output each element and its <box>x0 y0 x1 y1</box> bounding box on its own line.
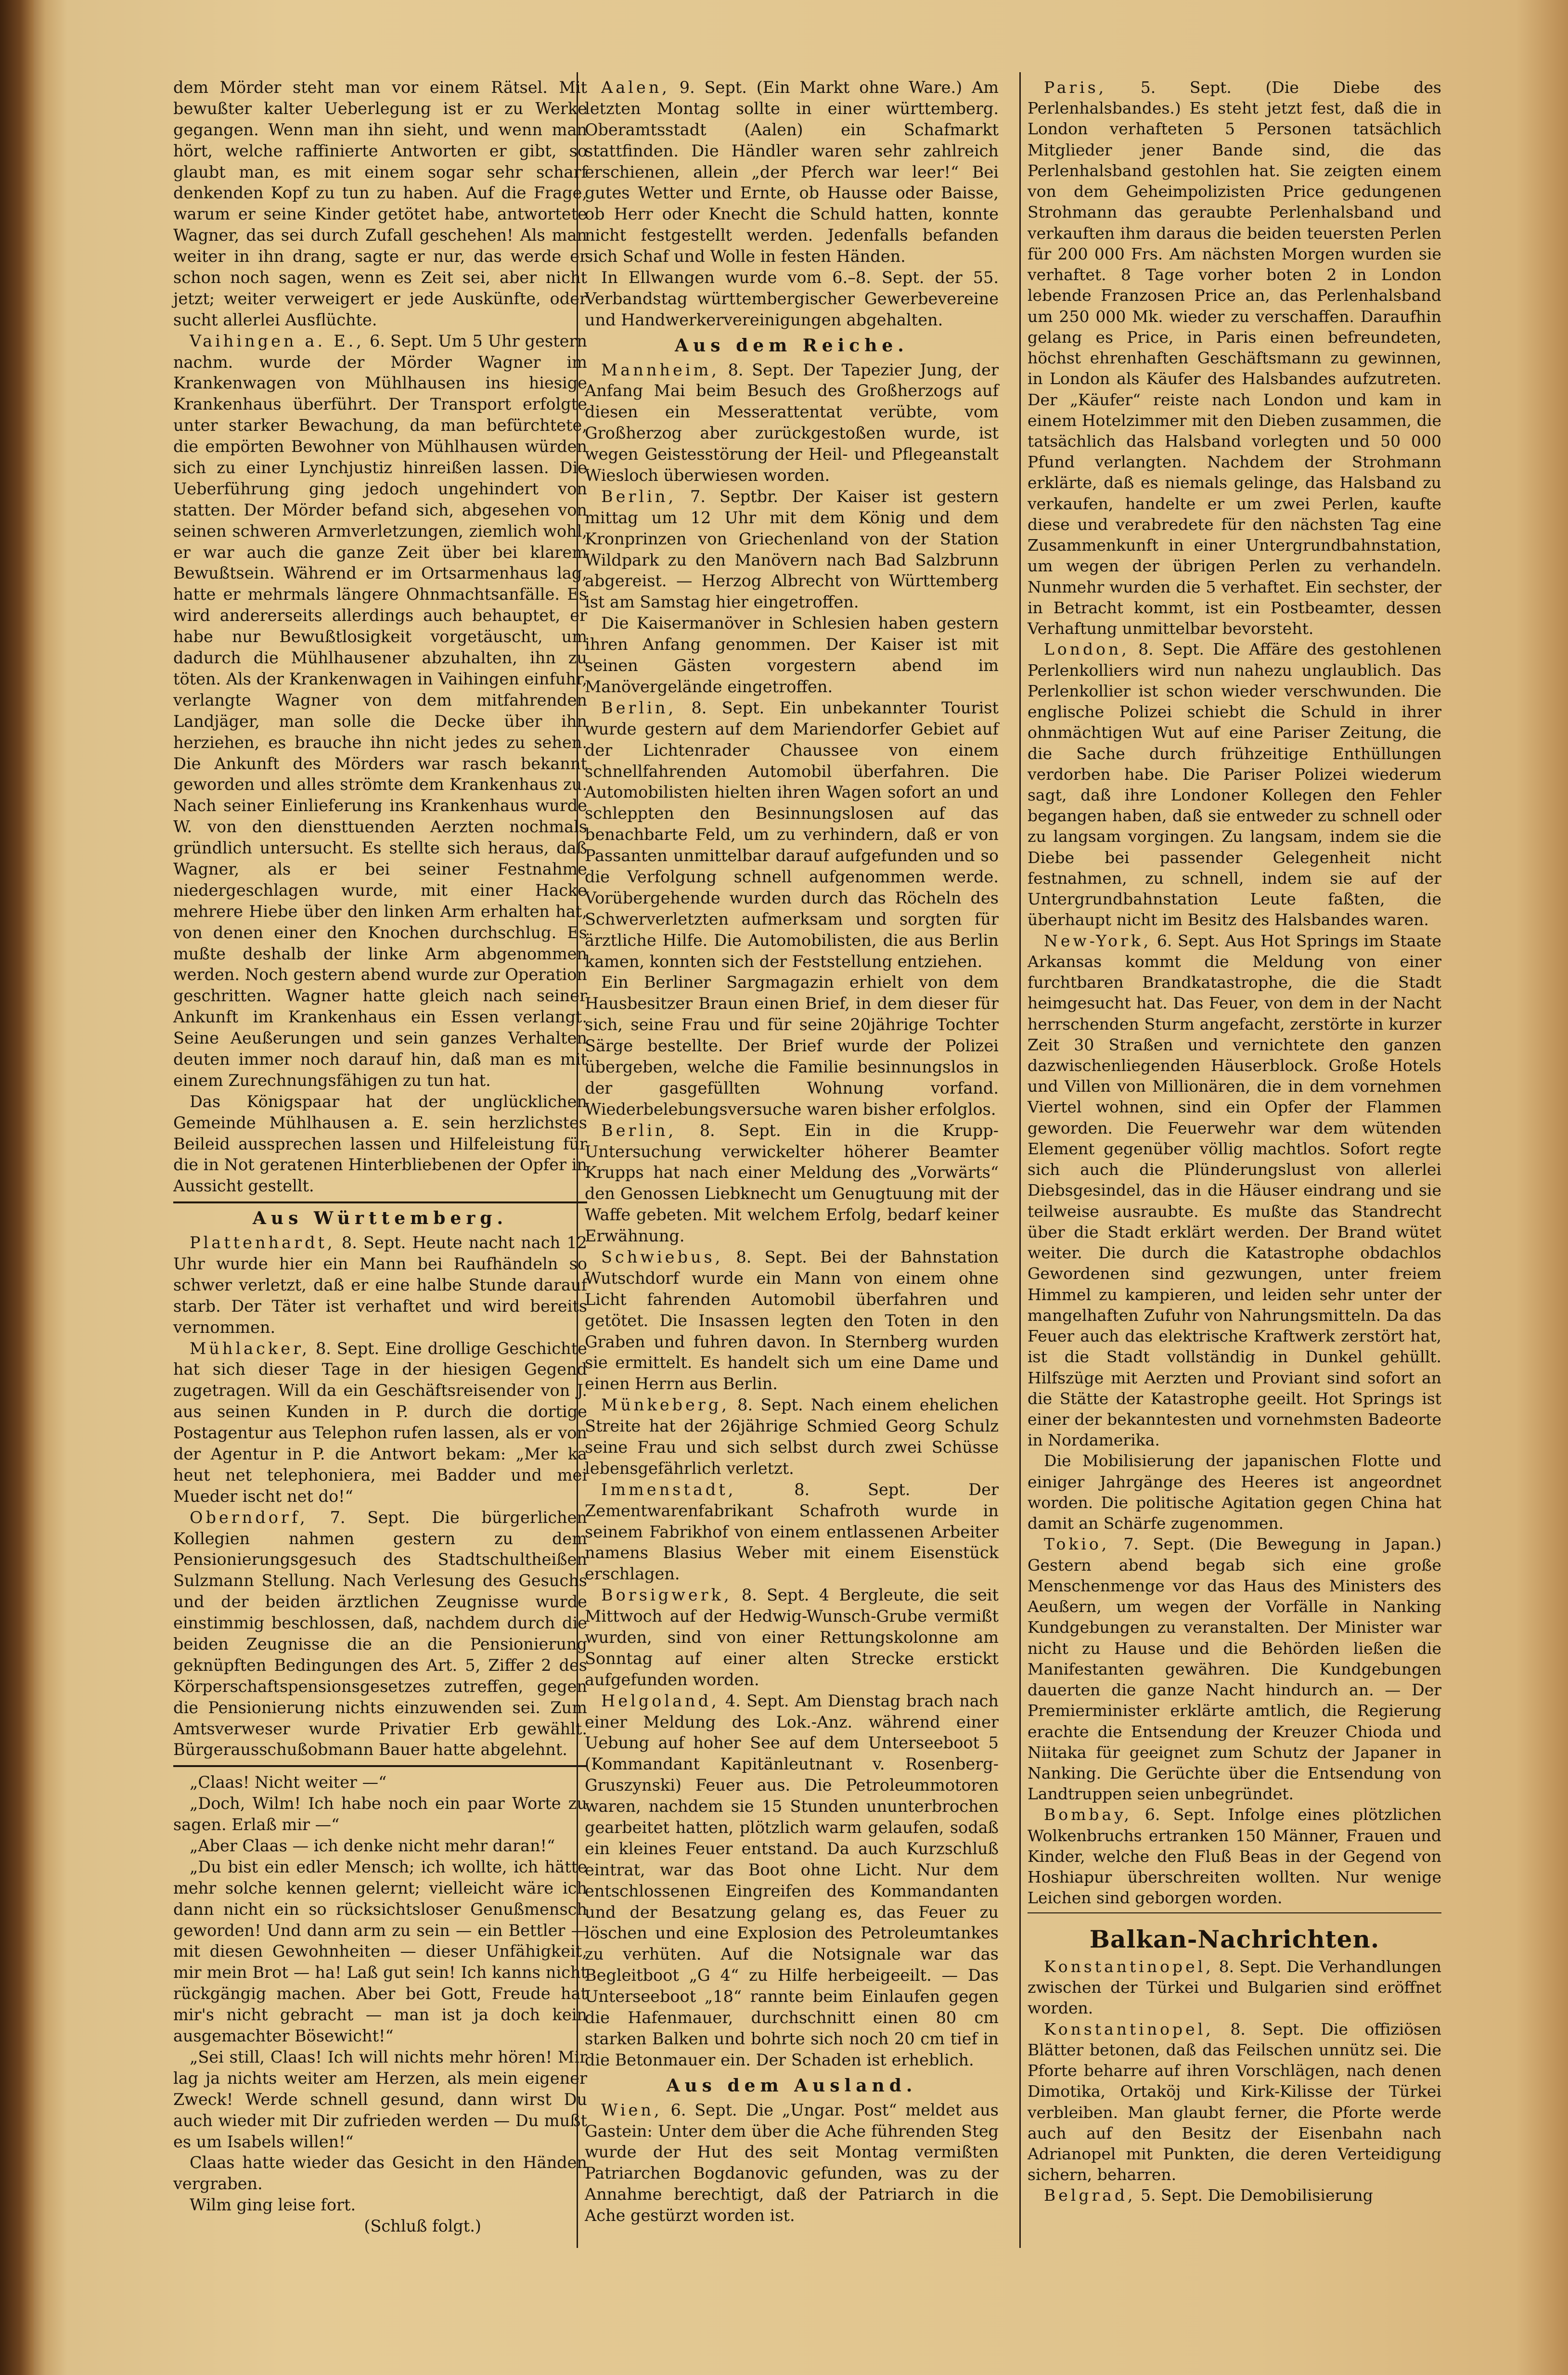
news-item <box>173 1338 587 1507</box>
place-name: Helgoland, <box>601 1691 720 1710</box>
place-name: Plattenhardt, <box>190 1233 335 1252</box>
news-item <box>1028 1534 1441 1804</box>
place-name: New-York, <box>1044 931 1152 950</box>
news-text: 5. Sept. Die Demobilisierung <box>1135 2186 1373 2205</box>
article-text: Das Königspaar hat der unglücklichen Gemeinde Mühlhausen a. E. sein herzlichstes Beileid aussprechen lassen und Hilfeleistung für die in Not geratenen Hinterbliebenen der Opfer in Aussicht gestellt. <box>173 1092 587 1196</box>
place-name: Borsigwerk, <box>601 1586 732 1605</box>
news-text: 6. Sept. Um 5 Uhr gestern nachm. wurde der Mörder Wagner im Krankenwagen von Mühlhausen ins hiesige Krankenhaus überführt. Der Transport erfolgte unter starker Bewachung, da man befürchtete, die empörten Bewohner von Mühlhausen würden sich zu einer Lynchjustiz hinreißen lassen. Die Ueberführung ging jedoch ungehindert von statten. Der Mörder befand sich, abgesehen von seinen schweren Armverletzungen, ziemlich wohl, er war auch die ganze Zeit über bei klarem Bewußtsein. Während er im Ortsarmenhaus lag, hatte er mehrmals längere Ohnmachtsanfälle. Es wird andererseits allerdings auch behauptet, er habe nur Bewußtlosigkeit vorgetäuscht, um dadurch die Mühlhausener abzuhalten, ihn zu töten. Als der Krankenwagen in Vaihingen einfuhr, verlangte Wagner von dem mitfahrenden Landjäger, man solle die Decke über ihn herziehen, es brauche ihn nicht jedes zu sehen. Die Ankunft des Mörders war rasch bekannt geworden und alles strömte dem Krankenhaus zu. Nach seiner Einlieferung ins Krankenhaus wurde W. von den diensttuenden Aerzten nochmals gründlich untersucht. Es stellte sich heraus, daß Wagner, als er bei seiner Festnahme niedergeschlagen wurde, mit einer Hacke mehrere Hiebe über den linken Arm erhalten hat, von denen einer den Knochen durchschlug. Es mußte deshalb der linke Arm abgenommen werden. Noch gestern abend wurde zur Operation geschritten. Wagner hatte gleich nach seiner Ankunft im Krankenhaus ein Essen verlangt. Seine Aeußerungen und sein ganzes Verhalten deuten immer noch darauf hin, daß man es mit einem Zurechnungsfähigen zu tun hat. <box>173 331 587 1090</box>
news-text: 8. Sept. Ein unbekannter Tourist wurde gestern auf dem Mariendorfer Gebiet auf der Lichtenrader Chaussee von einem schnellfahrenden Automobil überfahren. Die Automobilisten hielten ihren Wagen sofort an und schleppten den Besinnungslosen auf das benachbarte Feld, um zu verhindern, daß er von Passanten unmittelbar darauf aufgefunden und so die Verfolgung schnell aufgenommen werde. Vorübergehende wurden durch das Röcheln des Schwerverletzten aufmerksam und sorgten für ärztliche Hilfe. Die Automobilisten, die aus Berlin kamen, konnten sich der Feststellung entziehen. <box>585 698 999 971</box>
news-text: 8. Sept. Die Affäre des gestohlenen Perlenkolliers wird nun nahezu unglaublich. Das Perlenkollier ist schon wieder verschwunden. Die englische Polizei schiebt die Schuld in ihrer ohnmächtigen Wut auf eine Pariser Zeitung, die die Sache durch frühzeitige Enthüllungen verdorben habe. Die Pariser Polizei wiederum sagt, daß ihre Londoner Kollegen den Fehler begangen haben, daß sie entweder zu schnell oder zu langsam vorgingen. Zu langsam, indem sie die Diebe bei passender Gelegenheit nicht festnahmen, zu schnell, indem sie auf der Untergrundbahnstation Leute faßten, die überhaupt nicht im Besitz des Halsbandes waren. <box>1028 640 1441 929</box>
news-item: Die Kaisermanöver in Schlesien haben gestern ihren Anfang genommen. Der Kaiser ist mit seinen Gästen vorgestern abend im Manövergelände eingetroffen. <box>585 614 999 696</box>
place-name: Tokio, <box>1044 1535 1110 1554</box>
news-text: 8. Sept. Die Verhandlungen zwischen der Türkei und Bulgarien sind eröffnet worden. <box>1028 1957 1441 2018</box>
story-line: Wilm ging leise fort. <box>190 2195 356 2215</box>
news-item: Die Mobilisierung der japanischen Flotte und einiger Jahrgänge des Heeres ist angeordnet worden. Die politische Agitation gegen China hat damit an Schärfe zugenommen. <box>1028 1451 1441 1533</box>
news-text: 8. Sept. Der Tapezier Jung, der Anfang Mai beim Besuch des Großherzogs auf diesen ein Messerattentat verübte, vom Großherzog aber zurückgestoßen wurde, ist wegen Geistesstörung der Heil- und Pflegeanstalt Wiesloch überwiesen worden. <box>585 360 999 485</box>
news-text: 7. Sept. Die bürgerlichen Kollegien nahmen gestern zu dem Pensionierungsgesuch des Stadtschultheißen Sulzmann Stellung. Nach Verlesung des Gesuchs und der beiden ärztlichen Zeugnisse wurde einstimmig beschlossen, daß, nachdem durch die beiden Zeugnisse die an die Pensionierung geknüpften Bedingungen des Art. 5, Ziffer 2 des Körperschaftspensionsgesetzes zutreffen, gegen die Pensionierung nichts einzuwenden sei. Zum Amtsverweser wurde Privatier Erb gewählt. Bürgerausschußobmann Bauer hatte abgelehnt. <box>173 1508 587 1759</box>
news-text: 8. Sept. Der Zementwarenfabrikant Schafroth wurde in seinem Fabrikhof von einem entlassenen Arbeiter namens Blasius Weber mit einem Eisenstück erschlagen. <box>585 1480 999 1584</box>
place-name: Aalen, <box>601 78 670 97</box>
news-item <box>173 1507 587 1761</box>
story-line: „Sei still, Claas! Ich will nichts mehr hören! Mir lag ja nichts weiter am Herzen, als mein eigener Zweck! Werde schnell gesund, dann wirst Du auch wieder mit Dir zufrieden werden — Du mußt es um Isabels willen!“ <box>173 2047 587 2151</box>
news-item <box>585 360 999 486</box>
place-name: Belgrad, <box>1044 2186 1136 2205</box>
news-item <box>585 77 999 267</box>
news-item <box>1028 1804 1441 1908</box>
news-item <box>585 1479 999 1585</box>
place-name: Berlin, <box>601 487 677 506</box>
news-text: 6. Sept. Infolge eines plötzlichen Wolkenbruchs ertranken 150 Männer, Frauen und Kinder, welche den Fluß Beas in der Gegend von Hoshiapur überschreiten wollten. Nur wenige Leichen sind geborgen worden. <box>1028 1805 1441 1908</box>
separator <box>173 1765 587 1767</box>
place-name: Mühlacker, <box>190 1339 310 1358</box>
news-text: 8. Sept. Die offiziösen Blätter betonen, daß das Feilschen unnütz sei. Die Pforte beharre auf ihren Vorschlägen, nach denen Dimotika, Ortaköj und Kirk-Kilisse der Türkei verbleiben. Man glaubt ferner, die Pforte werde auch auf den Besitz der Eisenbahn nach Adrianopel mit Punkten, die deren Verteidigung sichern, beharren. <box>1028 2019 1441 2184</box>
news-text: 8. Sept. Bei der Bahnstation Wutschdorf wurde ein Mann von einem ohne Licht fahrenden Automobil überfahren und getötet. Die Insassen legten den Toten in den Graben und fuhren davon. In Sternberg wurden sie ermittelt. Es handelt sich um eine Dame und einen Herrn aus Berlin. <box>585 1247 999 1394</box>
section-heading: Aus Württemberg. <box>252 1208 508 1229</box>
news-text: 5. Sept. (Die Diebe des Perlenhalsbandes.) Es steht jetzt fest, daß die in London verhafteten 5 Personen tatsächlich Mitglieder jener Bande sind, die das Perlenhalsband gestohlen hat. Sie zeigten einem von dem Geheimpolizisten Price gedungenen Strohmann das geraubte Perlenhalsband und verkauften ihm daraus die beiden teuersten Perlen für 200 000 Frs. Am nächsten Morgen wurden sie verhaftet. 8 Tage vorher boten 2 in London lebende Franzosen Price an, das Perlenhalsband um 250 000 Mk. wieder zu verschaffen. Daraufhin gelang es Price, in Paris einen befreundeten, höchst ehrenhaften Geschäftsmann zu gewinnen, in London als Käufer des Halsbandes aufzutreten. Der „Käufer“ reiste nach London und kam in einem Hotelzimmer mit den Dieben zusammen, die tatsächlich das Halsband vorlegten und 50 000 Pfund verlangten. Nachdem der Strohmann erklärte, daß es niemals gelinge, das Halsband zu verkaufen, handelte er um zwei Perlen, kaufte diese und verabredete für den nächsten Tag eine Zusammenkunft in einer Untergrundbahnstation, um wegen der übrigen Perlen zu verhandeln. Nunmehr wurden die 5 verhaftet. Ein sechster, der in Betracht kommt, ist ein Postbeamter, dessen Verhaftung unmittelbar bevorsteht. <box>1028 78 1441 638</box>
section-heading: Aus dem Reiche. <box>675 335 909 356</box>
news-item: Ein Berliner Sargmagazin erhielt von dem Hausbesitzer Braun einen Brief, in dem dieser für sich, seine Frau und für seine 20jährige Tochter Särge bestellte. Der Brief wurde der Polizei übergeben, welche die Familie besinnungslos in der gasgefüllten Wohnung vorfand. Wiederbelebungsversuche waren bisher erfolglos. <box>585 973 999 1119</box>
book-spine <box>0 0 34 2375</box>
serial-story <box>173 1772 587 2237</box>
news-text: 7. Sept. (Die Bewegung in Japan.) Gestern abend begab sich eine große Menschenmenge vor das Haus des Ministers des Aeußern, um wegen der Vorfälle in Nanking Kundgebungen zu veranstalten. Der Minister war nicht zu Hause und die Behörden ließen die Manifestanten gewähren. Die Kundgebungen dauerten die ganze Nacht hindurch an. — Der Premierminister erklärte amtlich, die Regierung erachte die Entsendung der Kreuzer Chioda und Niitaka für geeignet zum Schutz der Japaner in Nanking. Die Gerüchte über die Entsendung von Landtruppen seien unbegründet. <box>1028 1535 1441 1804</box>
place-name: London, <box>1044 640 1130 659</box>
news-item <box>1028 930 1441 1451</box>
place-name: Berlin, <box>601 1121 677 1140</box>
news-text: 7. Septbr. Der Kaiser ist gestern mittag um 12 Uhr mit dem König und dem Kronprinzen von Griechenland von der Station Wildpark zu den Manövern nach Bad Salzbrunn abgereist. — Herzog Albrecht von Württemberg ist am Samstag hier eingetroffen. <box>585 487 999 612</box>
news-item <box>585 486 999 613</box>
news-item <box>173 331 587 1091</box>
news-item: In Ellwangen wurde vom 6.–8. Sept. der 55. Verbandstag württembergischer Gewerbevereine und Handwerkervereinigungen abgehalten. <box>585 268 999 329</box>
place-name: Konstantinopel, <box>1044 2019 1214 2039</box>
place-name: Berlin, <box>601 698 677 717</box>
place-name: Schwiebus, <box>601 1247 723 1266</box>
news-text: 8. Sept. Ein in die Krupp-Untersuchung verwickelter höherer Beamter Krupps hat nach einer Meldung des „Vorwärts“ den Genossen Liebknecht um Genugtuung mit der Waffe gebeten. Mit welchem Erfolg, bedarf keiner Erwähnung. <box>585 1121 999 1246</box>
story-line: „Doch, Wilm! Ich habe noch ein paar Worte zu sagen. Erlaß mir —“ <box>173 1794 587 1834</box>
news-item <box>585 1247 999 1394</box>
news-item <box>1028 639 1441 930</box>
story-line: Claas hatte wieder das Gesicht in den Händen vergraben. <box>173 2153 587 2194</box>
story-line: „Du bist ein edler Mensch; ich wollte, ich hätte mehr solche kennen gelernt; vielleicht wäre ich dann nicht ein so rücksichtsloser Genußmensch geworden! Und dann arm zu sein — ein Bettler — mit diesen Gewohnheiten — dieser Unfähigkeit, mir mein Brot — ha! Laß gut sein! Ich kanns nicht rückgängig machen. Aber bei Gott, Freude hat mir's nicht gebracht — man ist ja doch kein ausgemachter Bösewicht!“ <box>173 1857 587 2046</box>
news-item <box>585 697 999 972</box>
place-name: Bombay, <box>1044 1805 1132 1824</box>
section-heading: Aus dem Ausland. <box>666 2075 917 2096</box>
news-item <box>1028 2185 1441 2206</box>
column-middle <box>585 77 999 2226</box>
news-text: 6. Sept. Aus Hot Springs im Staate Arkansas kommt die Meldung von einer furchtbaren Brandkatastrophe, die die Stadt heimgesucht hat. Das Feuer, von dem in der Nacht herrschenden Sturm angefacht, zerstörte in kurzer Zeit 30 Straßen und vernichtete den ganzen dazwischenliegenden Häuserblock. Große Hotels und Villen von Millionären, die in dem vornehmen Viertel wohnen, sind ein Opfer der Flammen geworden. Die Feuerwehr war dem wütenden Element gegenüber völlig machtlos. Sofort regte sich auch die Plünderungslust von allerlei Diebsgesindel, das in die Häuser eindrang und sie teilweise ausraubte. Es mußte das Standrecht über die Stadt erklärt werden. Der Brand wütet weiter. Die durch die Katastrophe obdachlos Gewordenen sind gezwungen, unter freiem Himmel zu kampieren, und leiden sehr unter der mangelhaften Zufuhr von Nahrungsmitteln. Da das Feuer auch das elektrische Kraftwerk zerstört hat, ist die Stadt vollständig in Dunkel gehüllt. Hilfszüge mit Aerzten und Proviant sind sofort an die Stätte der Katastrophe geeilt. Hot Springs ist einer der bekanntesten und vornehmsten Badeorte in Nordamerika. <box>1028 931 1441 1450</box>
place-name: Paris, <box>1044 78 1107 97</box>
news-item <box>1028 2019 1441 2185</box>
story-line: „Claas! Nicht weiter —“ <box>190 1773 387 1792</box>
news-item <box>585 2100 999 2226</box>
news-item <box>585 1691 999 2071</box>
column-rule <box>1019 72 1021 2248</box>
separator <box>1028 1912 1441 1913</box>
news-text: 9. Sept. (Ein Markt ohne Ware.) Am letzten Montag sollte in einer württemberg. Oberamtsstadt (Aalen) ein Schafmarkt stattfinden. Die Händler waren sehr zahlreich erschienen, allein „der Pferch war leer!“ Bei gutes Wetter und Ernte, ob Hausse oder Baisse, ob Herr oder Knecht die Schuld hatten, konnte nicht festgestellt werden. Jedenfalls befanden sich Schaf und Wolle in festen Händen. <box>585 78 999 266</box>
news-item <box>585 1394 999 1479</box>
place-name: Oberndorf, <box>190 1508 308 1527</box>
news-text: 4. Sept. Am Dienstag brach nach einer Meldung des Lok.-Anz. während einer Uebung auf hoher See auf dem Unterseeboot 5 (Kommandant Kapitänleutnant v. Rosenberg-Gruszynski) Feuer aus. Die Petroleummotoren waren, nachdem sie 15 Stunden ununterbrochen gearbeitet hatten, plötzlich warm gelaufen, sodaß ein kleines Feuer entstand. Da auch Kurzschluß eintrat, war das Boot ohne Licht. Nur dem entschlossenen Eingreifen des Kommandanten und der Besatzung gelang es, das Feuer zu löschen und eine Explosion des Petroleumtankes zu verhüten. Auf die Notsignale war das Begleitboot „G 4“ zu Hilfe herbeigeeilt. — Das Unterseeboot „18“ rannte beim Einlaufen gegen die Hafenmauer, durchschnitt einen 80 cm starken Balken und bohrte sich noch 20 cm tief in die Betonmauer ein. Der Schaden ist erheblich. <box>585 1691 999 2069</box>
news-item <box>1028 1956 1441 2019</box>
news-item <box>585 1585 999 1690</box>
news-item <box>1028 77 1441 639</box>
news-text: 8. Sept. Heute nacht nach 12 Uhr wurde hier ein Mann bei Raufhändeln so schwer verletzt, daß er eine halbe Stunde darauf starb. Der Täter ist verhaftet und wird bereits vernommen. <box>173 1233 587 1337</box>
news-text: 8. Sept. 4 Bergleute, die seit Mittwoch auf der Hedwig-Wunsch-Grube vermißt wurden, sind von einer Rettungskolonne am Sonntag auf einer alten Strecke erstickt aufgefunden worden. <box>585 1586 999 1689</box>
news-item <box>585 1120 999 1247</box>
place-name: Mannheim, <box>601 360 720 379</box>
section-heading: Balkan-Nachrichten. <box>1089 1924 1380 1953</box>
place-name: Wien, <box>601 2100 662 2119</box>
news-text: 8. Sept. Eine drollige Geschichte hat sich dieser Tage in der hiesigen Gegend zugetragen. Will da ein Geschäftsreisender von J. aus seinen Kunden in P. durch die dortige Postagentur aus Telephon rufen lassen, als er von der Agentur in P. die Antwort bekam: „Mer ka heut net telephoniera, mei Badder und mei Mueder ischt net do!“ <box>173 1339 587 1506</box>
article-text: dem Mörder steht man vor einem Rätsel. Mit bewußter kalter Ueberlegung ist er zu Werke gegangen. Wenn man ihn sieht, und wenn man hört, welche raffinierte Antworten er gibt, so glaubt man, es mit einem sogar sehr scharf denkenden Kopf zu tun zu haben. Auf die Frage, warum er seine Kinder getötet habe, antwortete Wagner, das sei durch Zufall geschehen! Als man weiter in ihn drang, sagte er nur, das werde er schon noch sagen, wenn es Zeit sei, aber nicht jetzt; weiter verweigert er jede Auskünfte, oder sucht allerlei Ausflüchte. <box>173 78 587 329</box>
news-text: 6. Sept. Die „Ungar. Post“ meldet aus Gastein: Unter dem über die Ache führenden Steg wurde der Hut des seit Montag vermißten Patriarchen Bogdanovic gefunden, was zu der Annahme berechtigt, daß der Patriarch in die Ache gestürzt worden ist. <box>585 2100 999 2225</box>
place-name: Münkeberg, <box>601 1395 730 1415</box>
news-text: 8. Sept. Nach einem ehelichen Streite hat der 26jährige Schmied Georg Schulz seine Frau und sich selbst durch zwei Schüsse lebensgefährlich verletzt. <box>585 1395 999 1478</box>
place-name: Vaihingen a. E., <box>190 331 364 350</box>
separator <box>173 1201 587 1203</box>
place-name: Immenstadt, <box>601 1480 736 1499</box>
place-name: Konstantinopel, <box>1044 1957 1214 1976</box>
column-right <box>1028 77 1441 2206</box>
continued-note: (Schluß folgt.) <box>364 2217 481 2236</box>
news-item <box>173 1232 587 1338</box>
column-left <box>173 77 587 2237</box>
story-line: „Aber Claas — ich denke nicht mehr daran!“ <box>190 1836 555 1856</box>
